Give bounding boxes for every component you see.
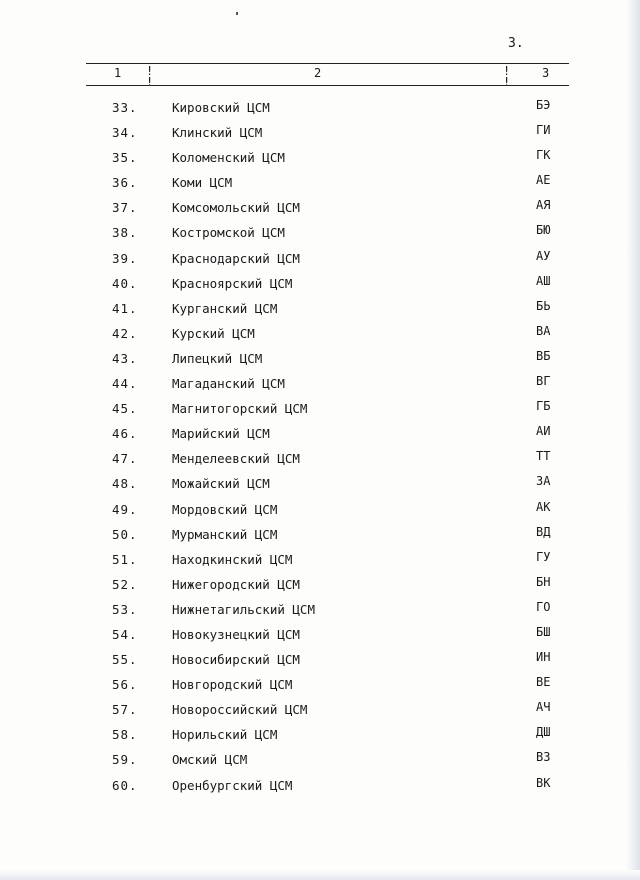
center-name: Клинский ЦСМ <box>172 125 263 141</box>
row-number: 37. <box>112 200 138 216</box>
row-number: 52. <box>112 576 138 592</box>
table-row <box>0 374 640 399</box>
center-name: Норильский ЦСМ <box>172 727 278 743</box>
table-row <box>0 223 640 248</box>
center-name: Кировский ЦСМ <box>172 100 270 115</box>
row-number: 45. <box>112 401 138 417</box>
center-name: Омский ЦСМ <box>172 752 248 768</box>
table-row <box>0 249 640 274</box>
row-number: 51. <box>112 551 138 567</box>
table-body <box>0 98 640 801</box>
table-row <box>0 148 640 173</box>
column-separator: ! <box>503 75 511 89</box>
table-row <box>0 675 640 700</box>
center-code: АИ <box>536 424 551 439</box>
center-code: ГИ <box>536 123 551 138</box>
row-number: 54. <box>112 626 138 642</box>
column-separator: ! <box>503 64 511 78</box>
center-code: АУ <box>536 248 551 263</box>
column-separator: ! <box>146 64 154 78</box>
center-name: Краснодарский ЦСМ <box>172 250 300 266</box>
center-name: Можайский ЦСМ <box>172 476 270 492</box>
center-name: Красноярский ЦСМ <box>172 275 293 291</box>
table-row <box>0 600 640 625</box>
row-number: 50. <box>112 526 138 542</box>
center-code: ВД <box>536 524 551 539</box>
table-row <box>0 274 640 299</box>
center-code: АШ <box>536 273 551 288</box>
table-row <box>0 500 640 525</box>
table-row <box>0 550 640 575</box>
center-name: Мордовский ЦСМ <box>172 501 278 517</box>
table-row <box>0 399 640 424</box>
row-number: 44. <box>112 376 138 392</box>
row-number: 41. <box>112 300 138 316</box>
table-row <box>0 625 640 650</box>
table-row <box>0 449 640 474</box>
center-code: БШ <box>536 624 551 639</box>
table-row <box>0 700 640 725</box>
center-name: Мурманский ЦСМ <box>172 526 278 542</box>
center-code: АЯ <box>536 198 551 213</box>
row-number: 35. <box>112 150 138 166</box>
scan-speck <box>236 12 238 15</box>
center-code: АК <box>536 499 551 514</box>
center-name: Комсомольский ЦСМ <box>172 200 300 216</box>
row-number: 53. <box>112 601 138 617</box>
center-code: ТТ <box>536 449 551 464</box>
center-code: ВГ <box>536 374 551 389</box>
row-number: 38. <box>112 225 138 241</box>
center-code: БЭ <box>536 98 551 112</box>
center-name: Находкинский ЦСМ <box>172 551 293 567</box>
table-row <box>0 198 640 223</box>
center-name: Менделеевский ЦСМ <box>172 451 300 467</box>
center-name: Новокузнецкий ЦСМ <box>172 626 300 642</box>
table-row <box>0 98 640 123</box>
table-row <box>0 474 640 499</box>
row-number: 43. <box>112 350 138 366</box>
center-code: ВБ <box>536 348 551 363</box>
row-number: 42. <box>112 325 138 341</box>
row-number: 56. <box>112 677 138 693</box>
center-name: Нижнетагильский ЦСМ <box>172 601 315 617</box>
center-code: ДШ <box>536 725 551 740</box>
row-number: 60. <box>112 777 138 793</box>
table-row <box>0 650 640 675</box>
row-number: 34. <box>112 125 138 141</box>
row-number: 40. <box>112 275 138 291</box>
row-number: 46. <box>112 426 138 442</box>
column-header-3: 3 <box>542 66 550 80</box>
row-number: 59. <box>112 752 138 768</box>
table-row <box>0 424 640 449</box>
center-code: ВК <box>536 775 551 790</box>
table-row <box>0 750 640 775</box>
row-number: 55. <box>112 652 138 668</box>
row-number: 47. <box>112 451 138 467</box>
center-code: ВЗ <box>536 750 551 765</box>
center-code: ГО <box>536 599 551 614</box>
column-header-1: 1 <box>114 66 122 80</box>
table-row <box>0 349 640 374</box>
table-row <box>0 173 640 198</box>
row-number: 57. <box>112 702 138 718</box>
center-name: Коми ЦСМ <box>172 175 233 191</box>
center-code: ГК <box>536 148 551 163</box>
center-name: Новороссийский ЦСМ <box>172 702 308 718</box>
center-code: АЧ <box>536 700 551 715</box>
row-number: 36. <box>112 175 138 191</box>
center-name: Нижегородский ЦСМ <box>172 576 300 592</box>
row-number: 58. <box>112 727 138 743</box>
table-row <box>0 725 640 750</box>
center-name: Костромской ЦСМ <box>172 225 285 241</box>
center-name: Курганский ЦСМ <box>172 300 278 316</box>
center-name: Новгородский ЦСМ <box>172 677 293 693</box>
center-name: Оренбургский ЦСМ <box>172 777 293 793</box>
table-top-rule <box>86 63 569 64</box>
center-name: Липецкий ЦСМ <box>172 350 263 366</box>
center-code: БЬ <box>536 298 551 313</box>
row-number: 39. <box>112 250 138 266</box>
table-row <box>0 776 640 801</box>
center-name: Магаданский ЦСМ <box>172 376 285 392</box>
table-header-rule <box>86 85 569 86</box>
center-code: БН <box>536 574 551 589</box>
center-name: Марийский ЦСМ <box>172 426 270 442</box>
center-code: ГБ <box>536 399 551 414</box>
center-code: ИН <box>536 650 551 665</box>
table-row <box>0 525 640 550</box>
page-number: 3. <box>508 36 524 51</box>
column-separator: ! <box>146 75 154 89</box>
column-header-2: 2 <box>314 66 322 80</box>
center-name: Магнитогорский ЦСМ <box>172 401 308 417</box>
table-row <box>0 575 640 600</box>
table-row <box>0 324 640 349</box>
row-number: 48. <box>112 476 138 492</box>
center-code: БЮ <box>536 223 551 238</box>
row-number: 33. <box>112 100 138 115</box>
table-row <box>0 123 640 148</box>
center-name: Коломенский ЦСМ <box>172 150 285 166</box>
center-name: Новосибирский ЦСМ <box>172 652 300 668</box>
center-name: Курский ЦСМ <box>172 325 255 341</box>
table-row <box>0 299 640 324</box>
center-code: ГУ <box>536 549 551 564</box>
row-number: 49. <box>112 501 138 517</box>
center-code: ВА <box>536 323 551 338</box>
center-code: ЗА <box>536 474 551 489</box>
center-code: АЕ <box>536 173 551 188</box>
center-code: ВЕ <box>536 675 551 690</box>
page-edge-shadow-bottom <box>0 870 640 880</box>
